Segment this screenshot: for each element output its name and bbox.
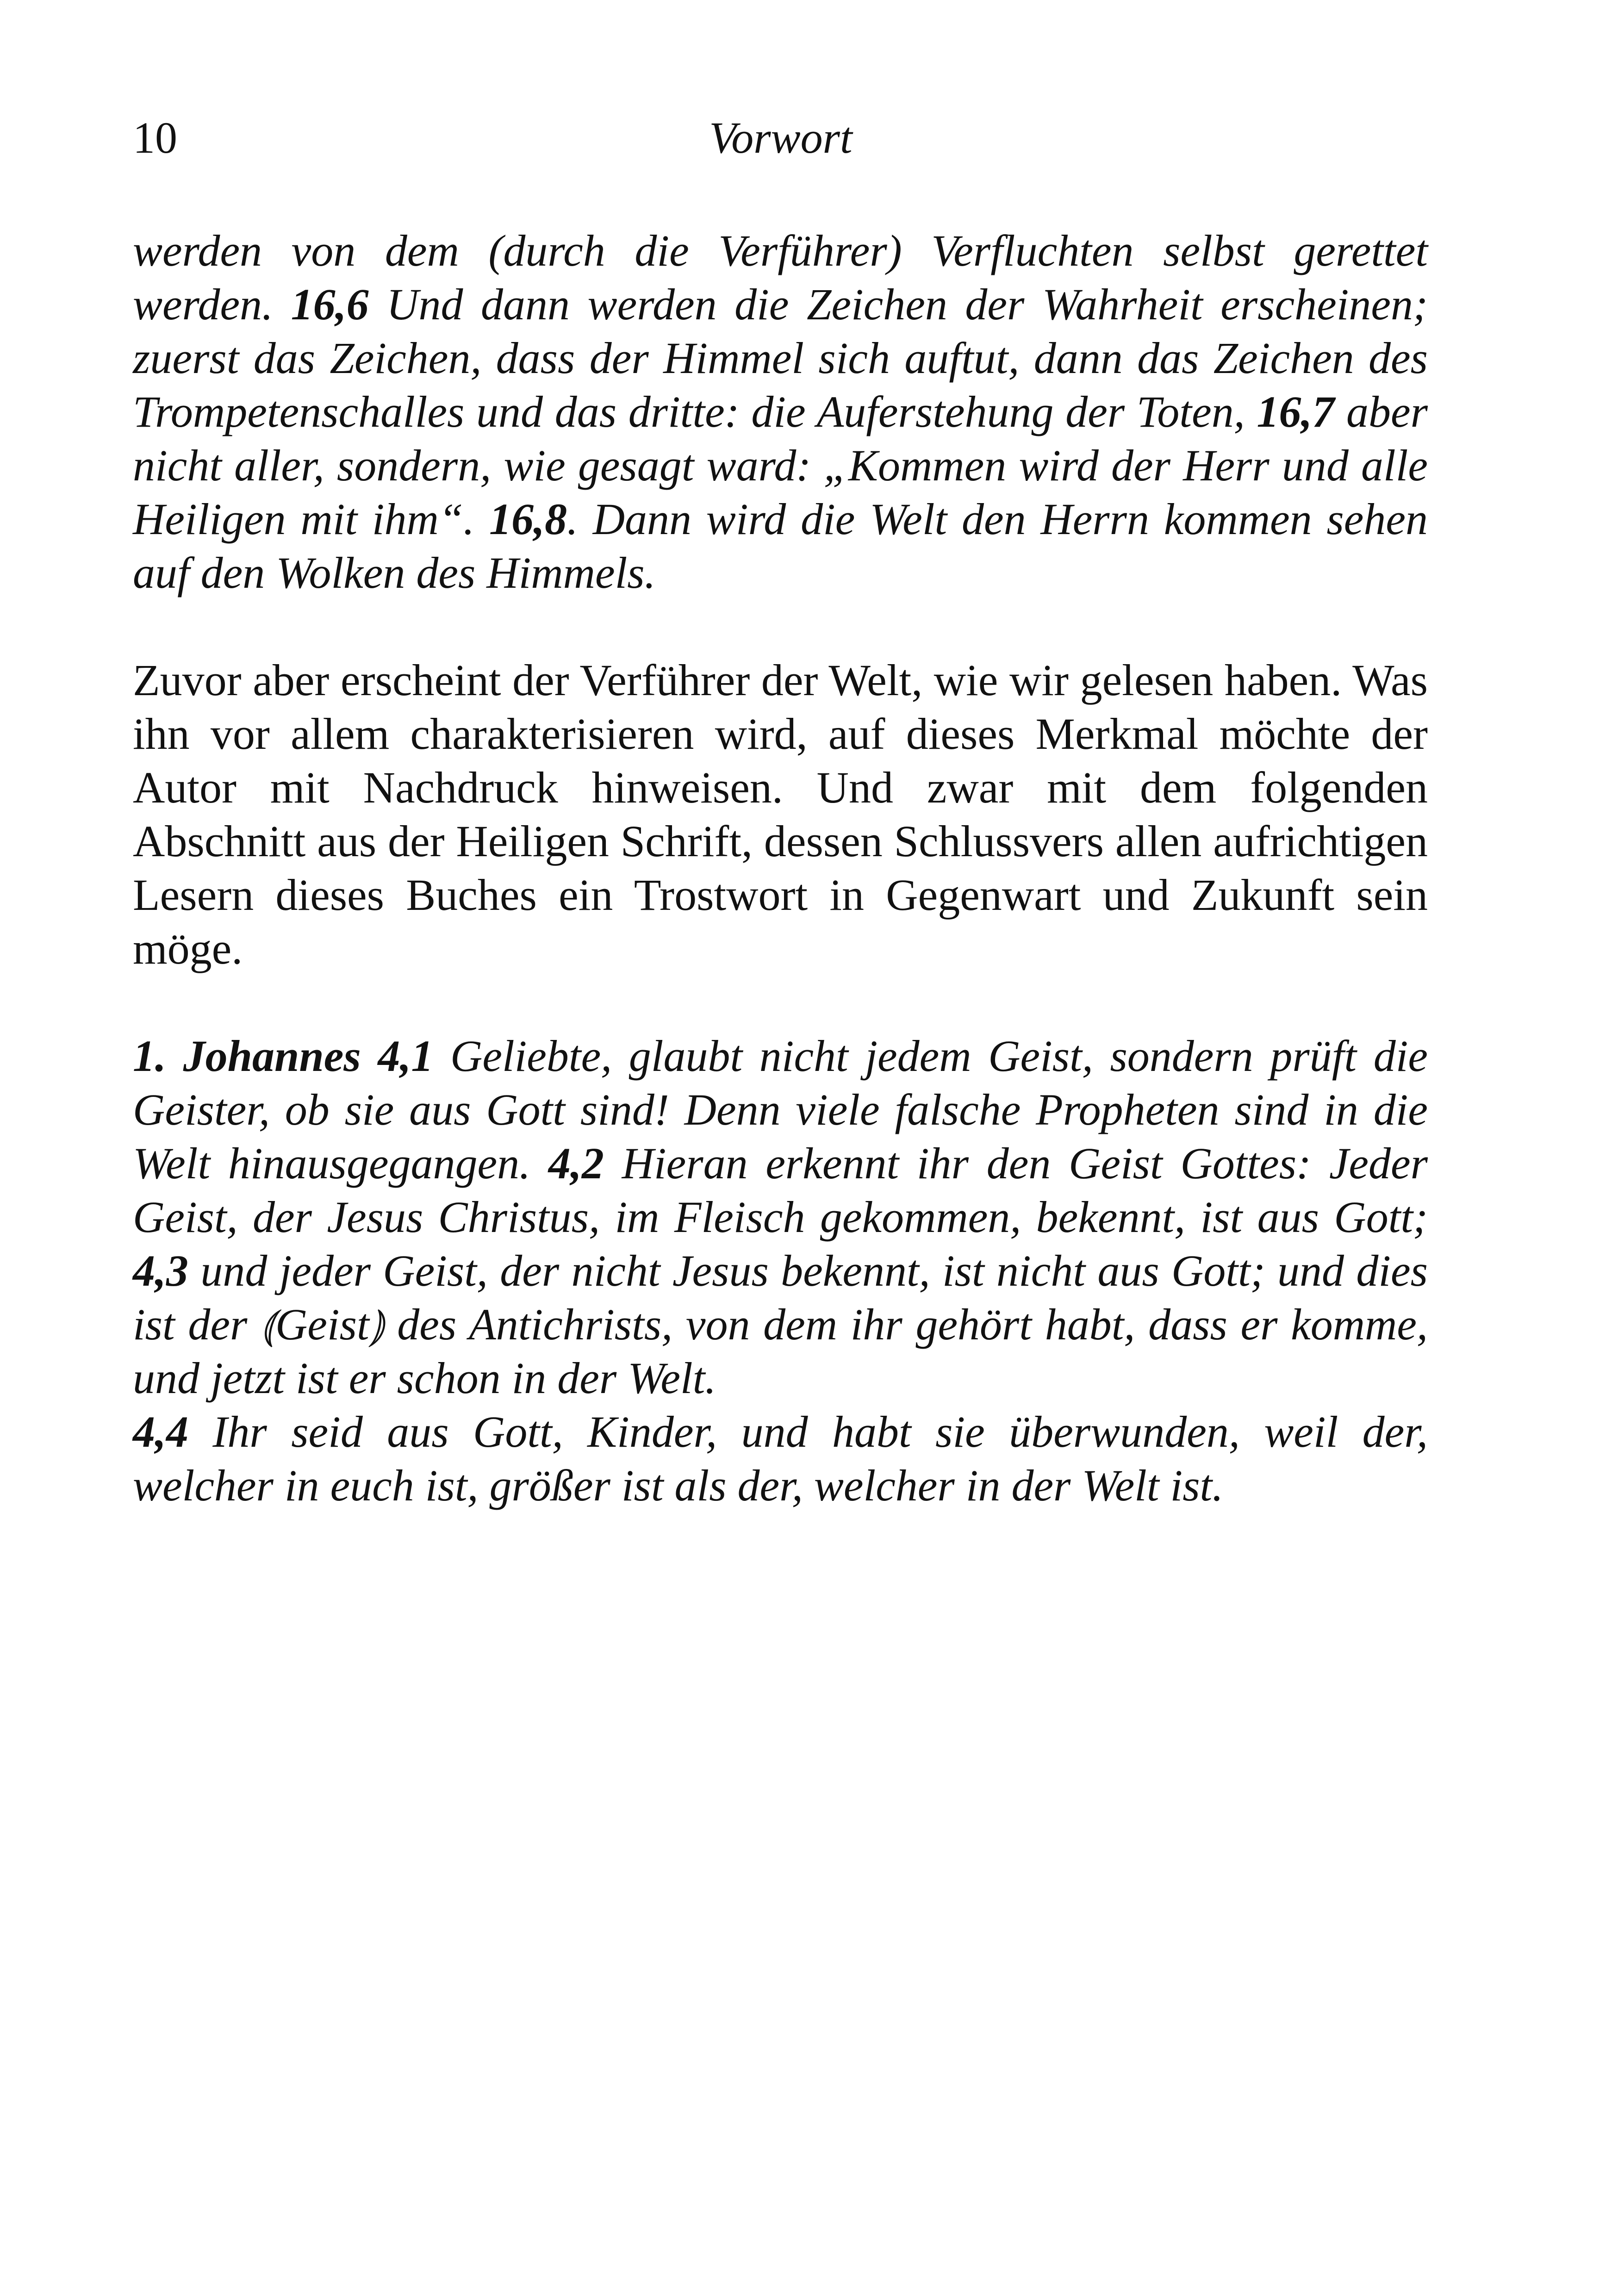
quote-text: Und dann werden die Zeichen der Wahrheit erscheinen; zuerst das Zeichen, dass der Himmel sich auftut, dann das Zeichen des Trompetenschalles und das dritte: die Auferstehung der Toten, [133,280,1428,436]
verse-number: 4,2 [548,1139,604,1188]
verse-number: 16,8 [489,494,567,544]
paragraph-bible-passage [133,1029,1428,1405]
passage-text: Ihr seid aus Gott, Kinder, und habt sie überwunden, weil der, welcher in euch ist, größer ist als der, welcher in der Welt ist. [133,1407,1428,1510]
bible-reference: 1. Johannes 4,1 [133,1031,434,1081]
passage-text: Hieran erkennt ihr den Geist Gottes: Jeder Geist, der Jesus Christus, im Fleisch gekommen, bekennt, ist aus Gott; [133,1139,1428,1242]
paragraph-scripture-quote [133,224,1428,600]
passage-text: Geliebte, glaubt nicht jedem Geist, sondern prüft die Geister, ob sie aus Gott sind! Denn viele falsche Propheten sind in die Welt hinausgegangen. [133,1031,1428,1188]
verse-number: 16,7 [1257,387,1335,436]
passage-text: und jeder Geist, der nicht Jesus bekennt, ist nicht aus Gott; und dies ist der ⦅Geist⦆ des Antichrists, von dem ihr gehört habt, dass er komme, und jetzt ist er schon in der Welt. [133,1246,1428,1403]
verse-number: 4,3 [133,1246,188,1295]
running-title: Vorwort [709,113,853,162]
quote-text: werden von dem (durch die Verführer) Verfluchten selbst gerettet werden. [133,226,1428,329]
quote-text: aber nicht aller, sondern, wie gesagt ward: „Kommen wird der Herr und alle Heiligen mit ihm“. [133,387,1428,544]
body-text [133,224,1428,1512]
quote-text: . Dann wird die Welt den Herrn kommen sehen auf den Wolken des Himmels. [133,494,1428,597]
page-number: 10 [133,113,177,162]
page-header [133,110,1429,166]
paragraph-bible-verse [133,1405,1428,1512]
verse-number: 4,4 [133,1407,188,1456]
paragraph-author-text: Zuvor aber erscheint der Verführer der Welt, wie wir gelesen haben. Was ihn vor allem charakterisieren wird, auf dieses Merkmal möchte der Autor mit Nachdruck hinweisen. Und zwar mit dem folgenden Abschnitt aus der Heiligen Schrift, dessen Schlussvers allen aufrichtigen Lesern dieses Buches ein Trostwort in Gegenwart und Zukunft sein möge. [133,655,1428,973]
verse-number: 16,6 [291,280,369,329]
